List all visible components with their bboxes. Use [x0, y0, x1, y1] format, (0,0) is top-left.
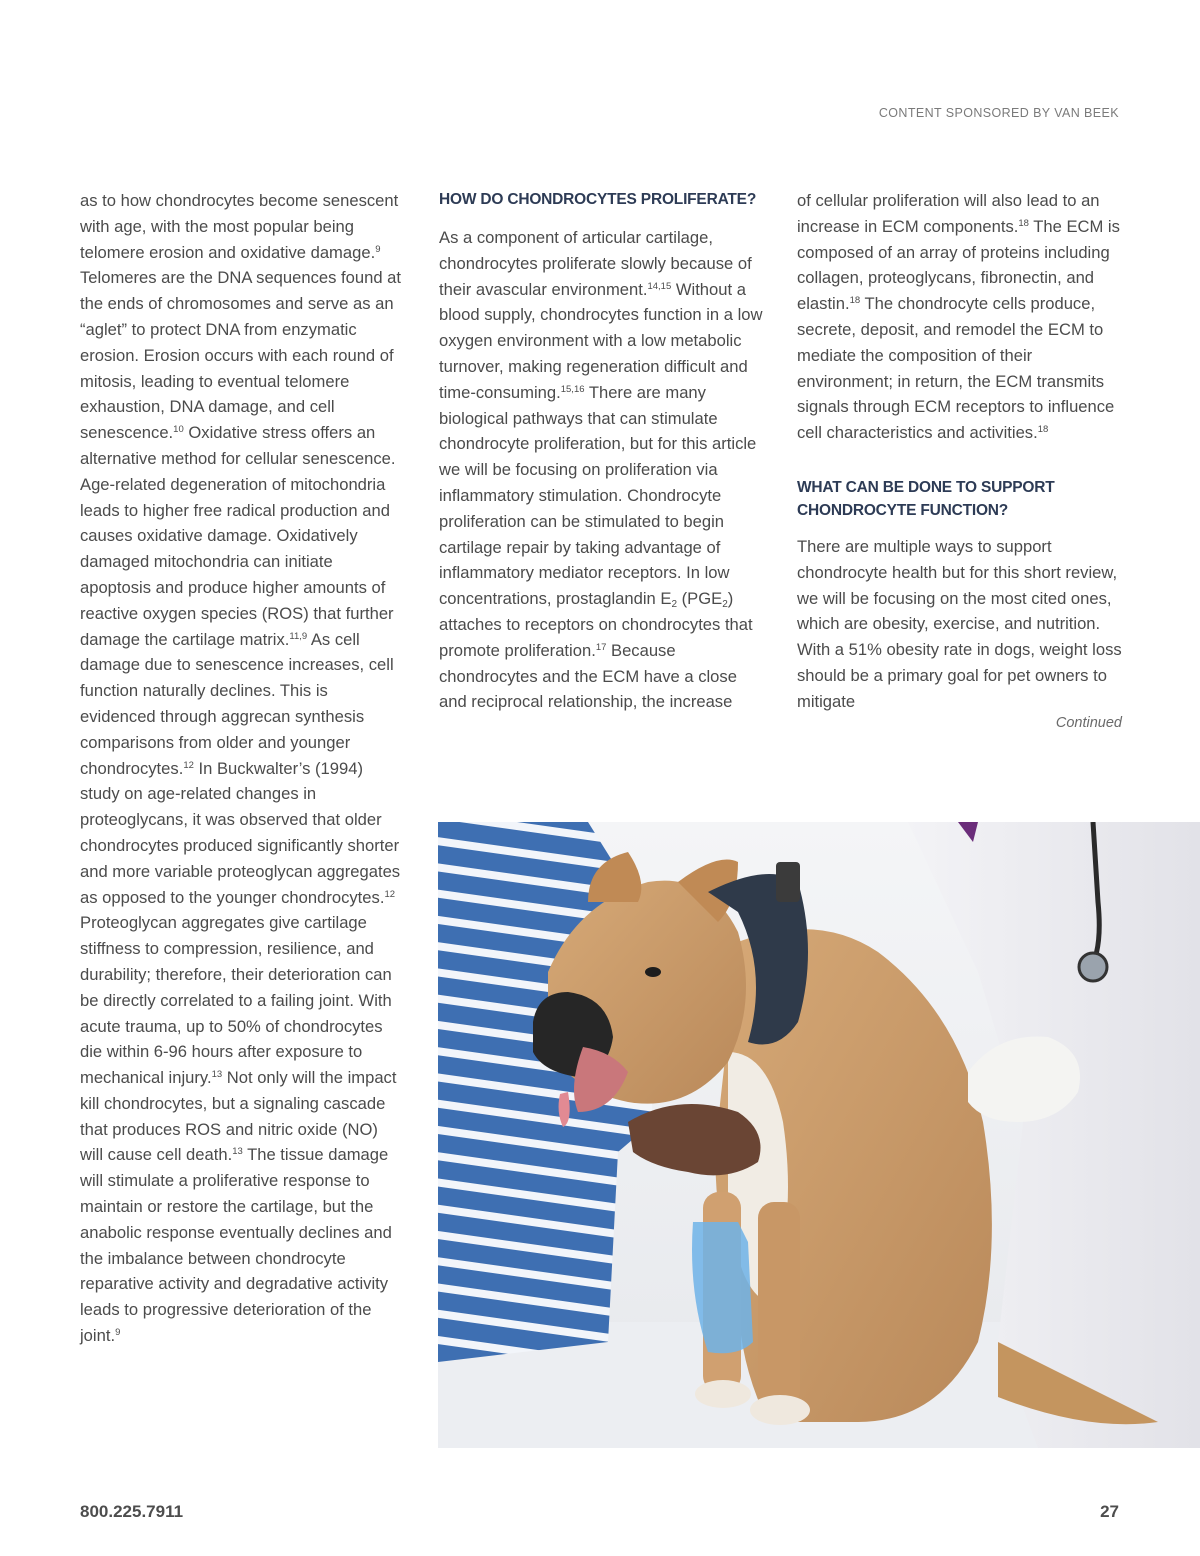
reference-superscript: 18: [849, 295, 861, 307]
column-1-paragraph: [80, 188, 405, 1349]
reference-superscript: 18: [1037, 424, 1049, 436]
text-run: (PGE: [677, 589, 723, 609]
text-run: Oxidative stress offers an alternative method for cellular senescence. Age-related degeneration of mitochondria leads to higher free radical production and causes oxidative damage. Oxidatively damaged mitochondria can initiate apoptosis and produce higher amounts of reactive oxygen species (ROS) that further damage the cartilage matrix.: [80, 423, 396, 649]
reference-superscript: 13: [211, 1069, 223, 1081]
page-number: 27: [1100, 1502, 1119, 1521]
reference-superscript: 10: [173, 424, 184, 436]
reference-superscript: 9: [375, 243, 381, 255]
text-run: As a component of articular cartilage, chondrocytes proliferate slowly because of their avascular environment.: [439, 228, 752, 299]
text-run: Proteoglycan aggregates give cartilage stiffness to compression, resilience, and durability; therefore, their deterioration can be directly correlated to a failing joint. With acute trauma, up to 50% of chondrocytes die within 6-96 hours after exposure to mechanical injury.: [80, 913, 392, 1088]
reference-superscript: 11,9: [289, 630, 308, 642]
reference-superscript: 18: [1018, 217, 1029, 229]
subscript: 2: [671, 599, 678, 611]
reference-superscript: 17: [595, 641, 607, 653]
text-run: As cell damage due to senescence increases, cell function naturally declines. This is evidenced through aggrecan synthesis comparisons from older and younger chondrocytes.: [80, 629, 394, 778]
article-column-2: [439, 188, 764, 715]
footer-phone: 800.225.7911: [80, 1502, 184, 1521]
dog-vet-photo: [438, 822, 1200, 1448]
text-run: Because chondrocytes and the ECM have a close and reciprocal relationship, the increase: [439, 640, 737, 712]
column-2-paragraph: [439, 225, 764, 715]
article-column-1: [80, 188, 405, 1349]
reference-superscript: 15,16: [560, 383, 585, 395]
column-3-paragraph-1: [797, 188, 1122, 446]
text-run: of cellular proliferation will also lead to an increase in ECM components.: [797, 191, 1100, 236]
text-run: Not only will the impact kill chondrocytes, but a signaling cascade that produces ROS and nitric oxide (NO) will cause cell death.: [80, 1068, 397, 1165]
reference-superscript: 13: [232, 1146, 243, 1158]
article-column-3: [797, 188, 1122, 731]
continued-label: Continued: [1055, 714, 1122, 731]
text-run: The tissue damage will stimulate a proliferative response to maintain or restore the cartilage, but the anabolic response eventually declines and the imbalance between chondrocyte reparative activity and degradative activity leads to progressive deterioration of the joint.: [80, 1145, 392, 1346]
sponsor-header: CONTENT SPONSORED BY VAN BEEK: [878, 106, 1119, 120]
section-heading-support: WHAT CAN BE DONE TO SUPPORT CHONDROCYTE FUNCTION?: [797, 478, 1055, 519]
subscript: 2: [722, 599, 728, 611]
text-run: Telomeres are the DNA sequences found at the ends of chromosomes and serve as an “aglet” to protect DNA from enzymatic erosion. Erosion occurs with each round of mitosis, leading to eventual telomere exhaustion, DNA damage, and cell senescence.: [80, 268, 402, 443]
text-run: as to how chondrocytes become senescent with age, with the most popular being telomere erosion and oxidative damage.: [80, 191, 399, 262]
text-run: There are many biological pathways that can stimulate chondrocyte proliferation, but for this article we will be focusing on proliferation via inflammatory stimulation. Chondrocyte proliferation can be stimulated to begin cartilage repair by taking advantage of inflammatory mediator receptors. In low concentrations, prostaglandin E: [439, 382, 757, 609]
dog-vet-illustration: [438, 822, 1200, 1448]
reference-superscript: 12: [384, 888, 396, 900]
reference-superscript: 12: [183, 759, 194, 771]
reference-superscript: 9: [115, 1327, 121, 1339]
text-run: ) attaches to receptors on chondrocytes that promote proliferation.: [439, 589, 753, 660]
column-3-paragraph-2: There are multiple ways to support chondrocyte health but for this short review, we will be focusing on the most cited ones, which are obesity, exercise, and nutrition. With a 51% obesity rate in dogs, weight loss should be a primary goal for pet owners to mitigate: [797, 536, 1122, 711]
text-run: The chondrocyte cells produce, secrete, deposit, and remodel the ECM to mediate the composition of their environment; in return, the ECM transmits signals through ECM receptors to influence cell characteristics and activities.: [797, 294, 1115, 443]
section-heading-proliferate: HOW DO CHONDROCYTES PROLIFERATE?: [439, 191, 757, 208]
text-run: The ECM is composed of an array of proteins including collagen, proteoglycans, fibronectin, and elastin.: [797, 216, 1120, 314]
text-run: In Buckwalter’s (1994) study on age-related changes in proteoglycans, it was observed that older chondrocytes produced significantly shorter and more variable proteoglycan aggregates as opposed to the younger chondrocytes.: [80, 758, 401, 907]
reference-superscript: 14,15: [647, 280, 672, 292]
text-run: Without a blood supply, chondrocytes function in a low oxygen environment with a low metabolic turnover, making regeneration difficult and time-consuming.: [439, 279, 763, 402]
